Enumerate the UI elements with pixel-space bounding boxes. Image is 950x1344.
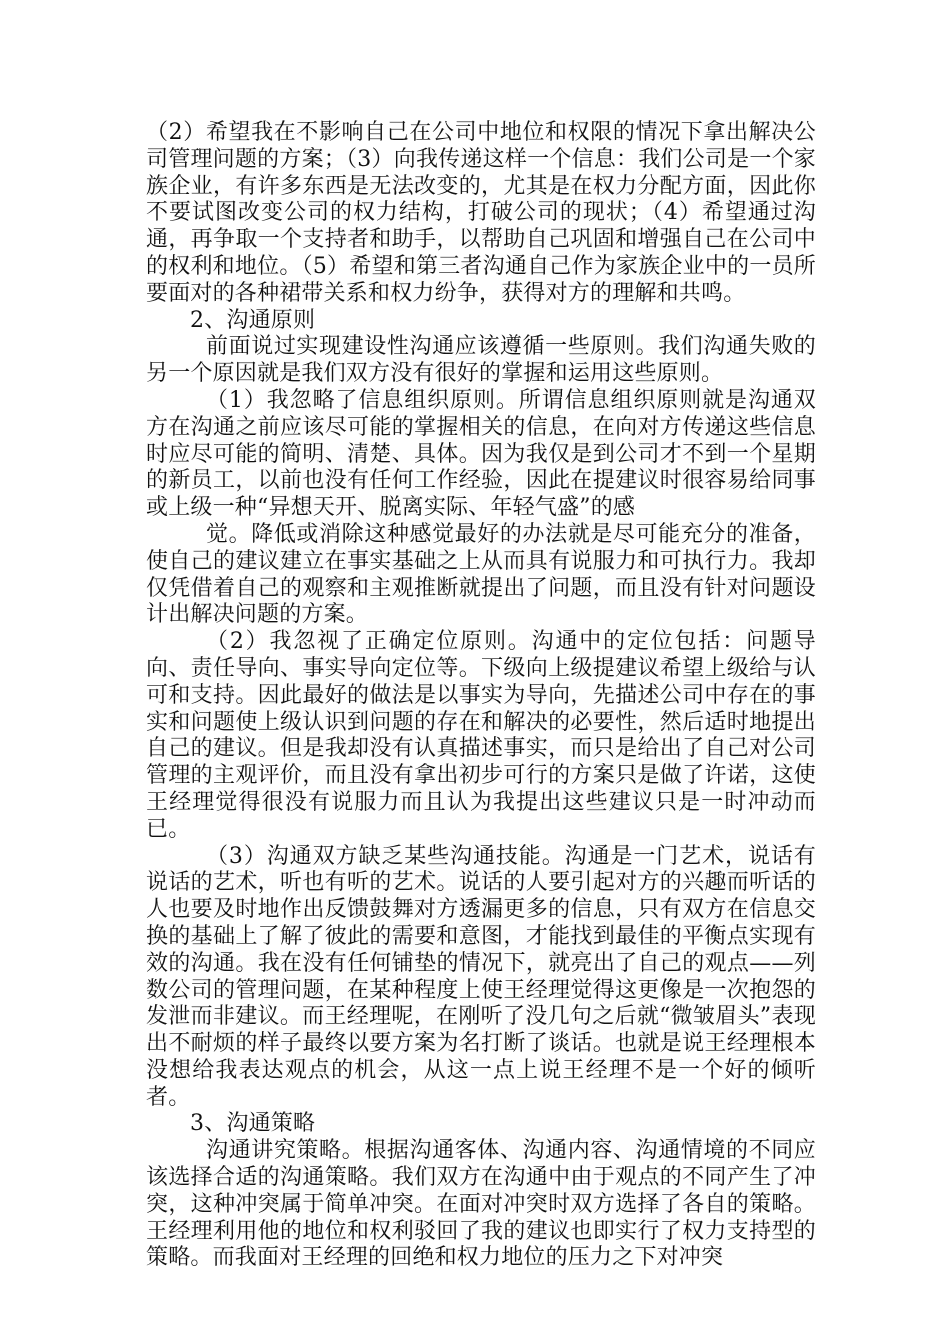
document-body (146, 120, 816, 1272)
paragraph-principles-intro: 前面说过实现建设性沟通应该遵循一些原则。我们沟通失败的另一个原因就是我们双方没有很好的掌握和运用这些原则。 (146, 334, 816, 387)
paragraph-principle-1: （1）我忽略了信息组织原则。所谓信息组织原则就是沟通双方在沟通之前应该尽可能的掌握相关的信息，在向对方传递这些信息时应尽可能的简明、清楚、具体。因为我仅是到公司才不到一个星期的新员工，以前也没有任何工作经验，因此在提建议时很容易给同事或上级一种“异想天开、脱离实际、年轻气盛”的感 (146, 387, 816, 521)
section-heading-strategy: 3、沟通策略 (190, 1111, 316, 1137)
paragraph-strategy: 沟通讲究策略。根据沟通客体、沟通内容、沟通情境的不同应该选择合适的沟通策略。我们双方在沟通中由于观点的不同产生了冲突，这种冲突属于简单冲突。在面对冲突时双方选择了各自的策略。王经理利用他的地位和权利驳回了我的建议也即实行了权力支持型的策略。而我面对王经理的回绝和权力地位的压力之下对冲突 (146, 1138, 816, 1271)
paragraph-principle-3: （3）沟通双方缺乏某些沟通技能。沟通是一门艺术，说话有说话的艺术，听也有听的艺术。说话的人要引起对方的兴趣而听话的人也要及时地作出反馈鼓舞对方透漏更多的信息，只有双方在信息交换的基础上了解了彼此的需要和意图，才能找到最佳的平衡点实现有效的沟通。我在没有任何铺垫的情况下，就亮出了自己的观点——列数公司的管理问题，在某种程度上使王经理觉得这更像是一次抱怨的发泄而非建议。而王经理呢，在刚听了没几句之后就“微皱眉头”表现出不耐烦的样子最终以要方案为名打断了谈话。也就是说王经理根本没想给我表达观点的机会，从这一点上说王经理不是一个好的倾听者。 (146, 843, 816, 1110)
section-heading-principles: 2、沟通原则 (190, 307, 316, 333)
paragraph-principle-1-continued: 觉。降低或消除这种感觉最好的办法就是尽可能充分的准备，使自己的建议建立在事实基础之上从而具有说服力和可执行力。我却仅凭借着自己的观察和主观推断就提出了问题，而且没有针对问题设计出解决问题的方案。 (146, 521, 816, 628)
paragraph-principle-2: （2）我忽视了正确定位原则。沟通中的定位包括：问题导向、责任导向、事实导向定位等。下级向上级提建议希望上级给与认可和支持。因此最好的做法是以事实为导向，先描述公司中存在的事实和问题使上级认识到问题的存在和解决的必要性，然后适时地提出自己的建议。但是我却没有认真描述事实，而只是给出了自己对公司管理的主观评价，而且没有拿出初步可行的方案只是做了许诺，这使王经理觉得很没有说服力而且认为我提出这些建议只是一时冲动而已。 (146, 629, 816, 842)
paragraph-hopes-list: （2）希望我在不影响自己在公司中地位和权限的情况下拿出解决公司管理问题的方案；（3）向我传递这样一个信息：我们公司是一个家族企业，有许多东西是无法改变的，尤其是在权力分配方面，因此你不要试图改变公司的权力结构，打破公司的现状；（4）希望通过沟通，再争取一个支持者和助手，以帮助自己巩固和增强自己在公司中的权利和地位。（5）希望和第三者沟通自己作为家族企业中的一员所要面对的各种裙带关系和权力纷争，获得对方的理解和共鸣。 (146, 120, 816, 306)
